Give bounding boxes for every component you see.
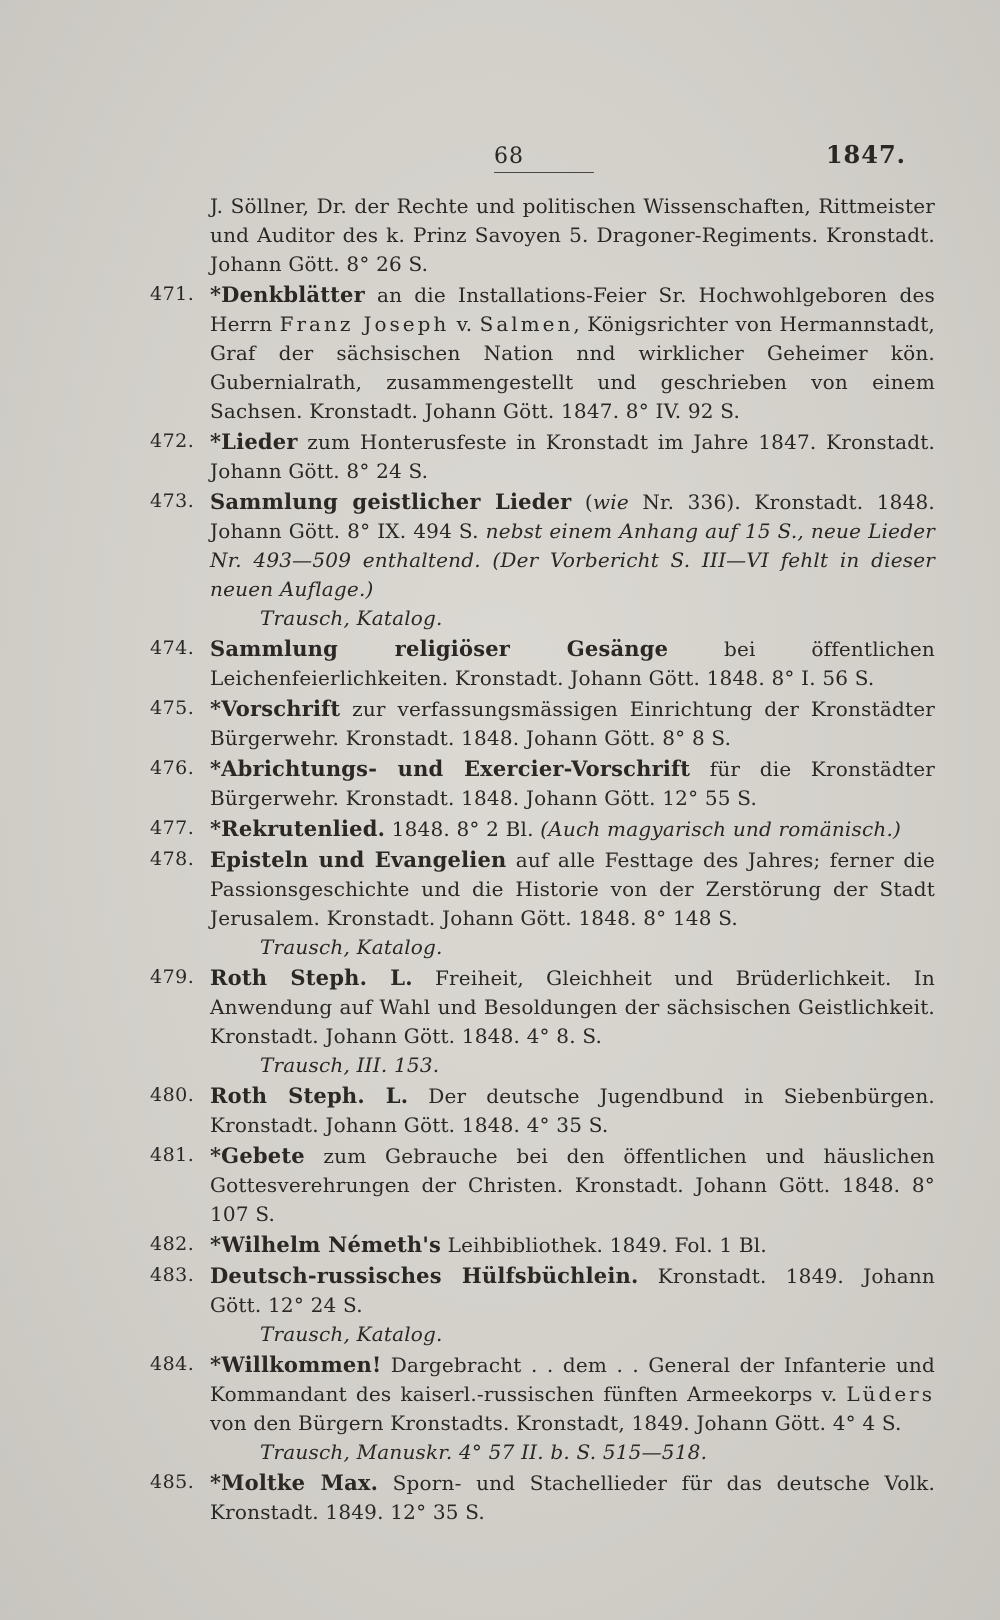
page-number: 68 bbox=[494, 144, 524, 169]
entry-number: 482. bbox=[150, 1233, 195, 1255]
bibliography-entry bbox=[150, 192, 935, 279]
entry-segment: J. Söllner, Dr. der Rechte und politischen Wissenschaften, Rittmeister und Auditor des k. Prinz Savoyen 5. Dragoner-Regiments. Kronstadt. Johann Gött. 8° 26 S. bbox=[210, 194, 935, 276]
entry-segment: bei öffentlichen Leichenfeierlichkeiten. Kronstadt. Johann Gött. 1848. 8° I. 56 S. bbox=[210, 637, 936, 690]
entry-text bbox=[210, 1230, 935, 1260]
bibliography-entry bbox=[150, 1141, 935, 1229]
entry-segment: Kronstadt. 1849. Johann Gött. 12° 24 S. bbox=[210, 1264, 935, 1317]
entry-text bbox=[210, 845, 935, 933]
entry-text bbox=[210, 694, 935, 753]
entry-text bbox=[210, 754, 935, 813]
entry-title: Sammlung religiöser Gesänge bbox=[210, 636, 669, 661]
entry-number: 479. bbox=[150, 966, 195, 988]
entry-title: Roth Steph. L. bbox=[210, 1083, 409, 1108]
entry-number: 473. bbox=[150, 490, 195, 512]
entry-segment: auf alle Festtage des Jahres; ferner die Passionsgeschichte und die Historie von der Zerstörung der Stadt Jerusalem. Kronstadt. Johann Gött. 1848. 8° 148 S. bbox=[210, 848, 935, 930]
bibliography-entry bbox=[150, 634, 935, 693]
entry-segment: Leihbibliothek. 1849. Fol. 1 Bl. bbox=[441, 1233, 767, 1257]
entry-title: *Moltke Max. bbox=[210, 1470, 379, 1495]
entry-number: 480. bbox=[150, 1084, 195, 1106]
bibliography-entry bbox=[150, 814, 935, 844]
entry-number: 471. bbox=[150, 283, 195, 305]
entry-text bbox=[210, 1320, 935, 1349]
entry-text bbox=[210, 634, 935, 693]
entry-title: *Rekrutenlied. bbox=[210, 816, 386, 841]
entry-text bbox=[210, 1261, 935, 1320]
bibliography-entry bbox=[150, 1081, 935, 1140]
entry-segment: Der deutsche Jugendbund in Siebenbürgen. Kronstadt. Johann Gött. 1848. 4° 35 S. bbox=[210, 1084, 935, 1137]
entry-number: 476. bbox=[150, 757, 195, 779]
catalog-reference: Trausch, III. 153. bbox=[260, 1053, 440, 1077]
page-number-rule bbox=[494, 172, 594, 173]
entry-segment: von den Bürgern Kronstadts. Kronstadt, 1849. Johann Gött. 4° 4 S. bbox=[210, 1411, 902, 1435]
catalog-reference: Trausch, Katalog. bbox=[260, 935, 443, 959]
entry-text bbox=[210, 963, 935, 1051]
entry-segment: Nr. 336). Kronstadt. 1848. Johann Gött. 8° IX. 494 S. bbox=[210, 490, 935, 543]
entry-number: 475. bbox=[150, 697, 195, 719]
entry-segment: ( bbox=[571, 490, 593, 514]
entry-text bbox=[210, 1468, 935, 1527]
entry-segment: an die Installations-Feier Sr. Hochwohlgeboren des Herrn bbox=[210, 283, 935, 336]
entry-title: Sammlung geistlicher Lieder bbox=[210, 489, 572, 514]
catalog-reference: Trausch, Katalog. bbox=[260, 1322, 443, 1346]
bibliography-entry bbox=[150, 694, 935, 753]
entry-title: *Gebete bbox=[210, 1143, 305, 1168]
entry-segment: zur verfassungsmässigen Einrichtung der Kronstädter Bürgerwehr. Kronstadt. 1848. Johann Gött. 8° 8 S. bbox=[210, 697, 935, 750]
entry-title: *Lieder bbox=[210, 429, 298, 454]
entry-text bbox=[210, 192, 935, 279]
entry-title: Deutsch-russisches Hülfsbüchlein. bbox=[210, 1263, 639, 1288]
bibliography-entry bbox=[150, 280, 935, 426]
entry-note: nebst einem Anhang auf 15 S., neue Lieder Nr. 493—509 enthaltend. (Der Vorbericht S. III—VI fehlt in dieser neuen Auflage.) bbox=[210, 519, 935, 601]
entry-text bbox=[210, 1051, 935, 1080]
entry-segment: Dargebracht . . dem . . General der Infanterie und Kommandant des kaiserl.-russischen fünften Armeekorps v. bbox=[210, 1353, 935, 1406]
entry-segment: Sporn- und Stachellieder für das deutsche Volk. Kronstadt. 1849. 12° 35 S. bbox=[210, 1471, 936, 1524]
running-year: 1847. bbox=[825, 140, 906, 169]
catalog-reference: Trausch, Manuskr. 4° 57 II. b. S. 515—518. bbox=[260, 1440, 708, 1464]
entry-note: (Auch magyarisch und romänisch.) bbox=[540, 817, 902, 841]
entry-title: *Wilhelm Németh's bbox=[210, 1232, 442, 1257]
entry-segment: , Königsrichter von Hermannstadt, Graf der sächsischen Nation nnd wirklicher Geheimer kön. Gubernialrath, zusammengestellt und geschrieben von einem Sachsen. Kronstadt. Johann Gött. 1847. 8° IV. 92 S. bbox=[210, 312, 935, 423]
spaced-name: Franz Joseph bbox=[279, 312, 450, 336]
entry-number: 474. bbox=[150, 637, 195, 659]
entry-note: wie bbox=[592, 490, 629, 514]
bibliography-entry bbox=[150, 1350, 935, 1467]
catalog-reference: Trausch, Katalog. bbox=[260, 606, 443, 630]
entry-text bbox=[210, 427, 935, 486]
entry-text bbox=[210, 814, 935, 844]
entry-segment: v. bbox=[449, 312, 480, 336]
entry-segment: 1848. 8° 2 Bl. bbox=[385, 817, 541, 841]
entry-number: 485. bbox=[150, 1471, 195, 1493]
entry-text bbox=[210, 1081, 935, 1140]
bibliography-entry bbox=[150, 487, 935, 633]
entry-number: 477. bbox=[150, 817, 195, 839]
entry-text bbox=[210, 1350, 935, 1438]
page-header bbox=[0, 140, 1000, 180]
entry-text bbox=[210, 933, 935, 962]
bibliography-entry bbox=[150, 963, 935, 1080]
bibliography-entry bbox=[150, 1230, 935, 1260]
entry-title: *Denkblätter bbox=[210, 282, 365, 307]
entry-segment: zum Gebrauche bei den öffentlichen und häuslichen Gottesverehrungen der Christen. Kronstadt. Johann Gött. 1848. 8° 107 S. bbox=[210, 1144, 935, 1226]
entry-number: 483. bbox=[150, 1264, 195, 1286]
bibliography-list bbox=[150, 192, 935, 1528]
entry-number: 484. bbox=[150, 1353, 195, 1375]
entry-segment: Freiheit, Gleichheit und Brüderlichkeit. In Anwendung auf Wahl und Besoldungen der sächsischen Geistlichkeit. Kronstadt. Johann Gött. 1848. 4° 8. S. bbox=[210, 966, 935, 1048]
bibliography-entry bbox=[150, 845, 935, 962]
entry-title: *Vorschrift bbox=[210, 696, 341, 721]
entry-title: Episteln und Evangelien bbox=[210, 847, 507, 872]
entry-title: *Abrichtungs- und Exercier-Vorschrift bbox=[210, 756, 691, 781]
entry-number: 472. bbox=[150, 430, 195, 452]
spaced-name: Salmen bbox=[479, 312, 574, 336]
spaced-name: Lüders bbox=[846, 1382, 935, 1406]
entry-text bbox=[210, 280, 935, 426]
entry-number: 478. bbox=[150, 848, 195, 870]
bibliography-entry bbox=[150, 1468, 935, 1527]
entry-text bbox=[210, 604, 935, 633]
entry-title: *Willkommen! bbox=[210, 1352, 382, 1377]
entry-title: Roth Steph. L. bbox=[210, 965, 413, 990]
entry-text bbox=[210, 1438, 935, 1467]
entry-segment: für die Kronstädter Bürgerwehr. Kronstadt. 1848. Johann Gött. 12° 55 S. bbox=[210, 757, 935, 810]
entry-text bbox=[210, 487, 935, 604]
bibliography-entry bbox=[150, 427, 935, 486]
entry-segment: zum Honterusfeste in Kronstadt im Jahre 1847. Kronstadt. Johann Gött. 8° 24 S. bbox=[210, 430, 935, 483]
bibliography-entry bbox=[150, 1261, 935, 1349]
bibliography-entry bbox=[150, 754, 935, 813]
entry-number: 481. bbox=[150, 1144, 195, 1166]
entry-text bbox=[210, 1141, 935, 1229]
